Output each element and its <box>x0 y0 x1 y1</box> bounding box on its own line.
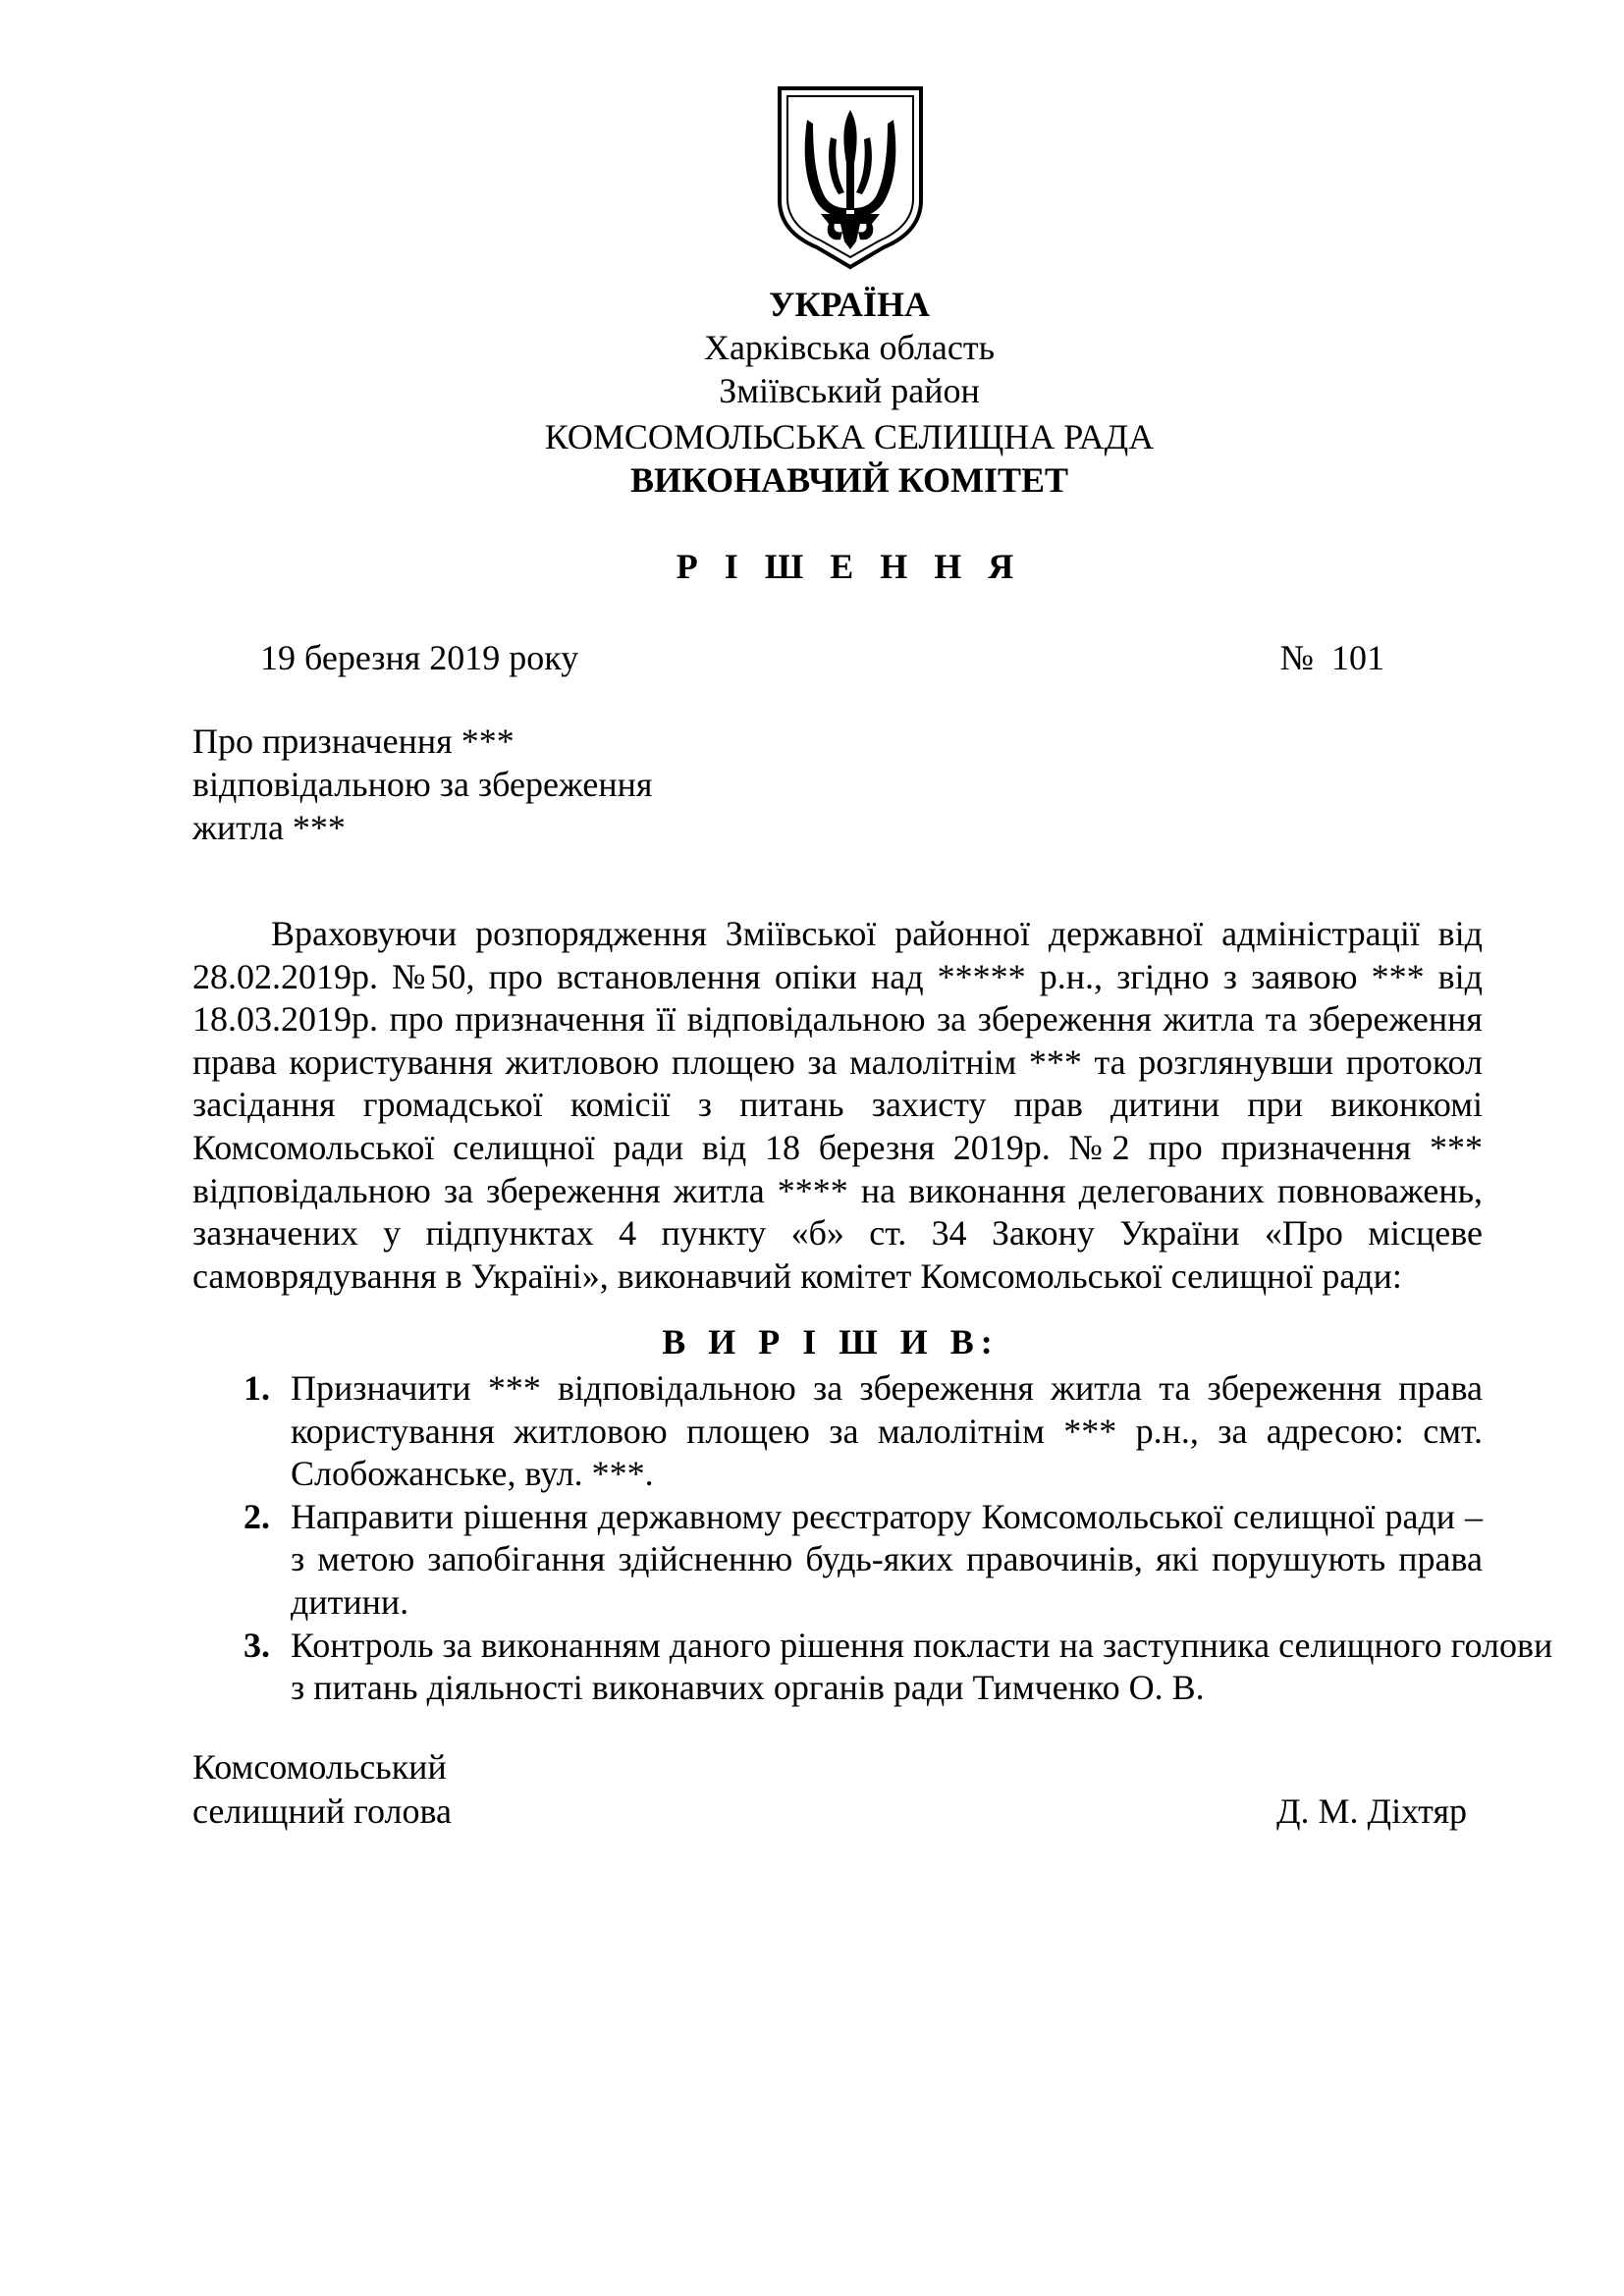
resolution-item <box>192 1625 1553 1710</box>
preamble-line: 18.03.2019р. про призначення її відповідальною за збереження житла та збереження <box>192 999 1483 1040</box>
document-type-title: Р І Ш Е Н Н Я <box>676 547 1023 586</box>
preamble-line: 28.02.2019р. №50, про встановлення опіки над ***** р.н., згідно з заявою *** від <box>192 956 1483 996</box>
preamble-line: засідання громадської комісії з питань захисту прав дитини при виконкомі <box>192 1085 1483 1125</box>
item-line: користування житловою площею за малолітнім *** р.н., за адресою: смт. <box>291 1411 1483 1451</box>
subject-line: Про призначення *** <box>192 721 514 761</box>
preamble-line: самоврядування в Україні», виконавчий комітет Комсомольської селищної ради: <box>192 1255 1402 1296</box>
council-name: КОМСОМОЛЬСЬКА СЕЛИЩНА РАДА <box>544 417 1155 456</box>
preamble-line: відповідальною за збереження житла **** на виконання делегованих повноважень, <box>192 1170 1483 1210</box>
preamble-paragraph <box>192 913 1483 1298</box>
item-number: 1. <box>244 1368 270 1408</box>
item-number: 2. <box>244 1496 270 1536</box>
preamble-line: зазначених у підпунктах 4 пункту «б» ст. 34 Закону України «Про місцеве <box>192 1213 1483 1254</box>
preamble-line: Враховуючи розпорядження Зміївської районної державної адміністрації від <box>271 914 1483 953</box>
item-number: 3. <box>244 1625 270 1665</box>
item-line: Призначити *** відповідальною за збереження житла та збереження права <box>291 1368 1483 1408</box>
decision-date: 19 березня 2019 року <box>260 638 579 677</box>
item-line: дитини. <box>291 1581 409 1622</box>
item-line: Направити рішення державному реєстратору Комсомольської селищної ради – <box>291 1496 1483 1536</box>
oblast-line: Харківська область <box>703 328 996 367</box>
subject-line: житла *** <box>192 808 346 847</box>
signatory-title-line: Комсомольський <box>192 1747 447 1787</box>
raion-line: Зміївський район <box>719 371 980 410</box>
signatory-title <box>192 1745 452 1834</box>
decision-number: № 101 <box>1279 638 1384 677</box>
resolution-item <box>192 1496 1483 1625</box>
resolution-items <box>192 1367 1553 1710</box>
resolution-heading: В И Р І Ш И В: <box>662 1322 1000 1362</box>
item-line: з питань діяльності виконавчих органів ради Тимченко О. В. <box>291 1668 1205 1708</box>
preamble-line: Комсомольської селищної ради від 18 березня 2019р. №2 про призначення *** <box>192 1127 1483 1167</box>
subject-line: відповідальною за збереження <box>192 765 653 804</box>
country-heading: УКРАЇНА <box>769 285 930 324</box>
trident-emblem-icon <box>774 84 927 271</box>
item-line: з метою запобігання здійсненню будь-яких правочинів, які порушують права <box>291 1539 1483 1579</box>
item-line: Слобожанське, вул. ***. <box>291 1454 654 1494</box>
signatory-name: Д. М. Діхтяр <box>1275 1791 1467 1831</box>
preamble-line: права користування житловою площею за малолітнім *** та розглянувши протокол <box>192 1041 1483 1082</box>
decision-subject <box>192 720 742 849</box>
signatory-title-line: селищний голова <box>192 1791 453 1831</box>
resolution-item <box>192 1367 1483 1496</box>
item-line: Контроль за виконанням даного рішення покласти на заступника селищного голови <box>291 1625 1553 1665</box>
committee-name: ВИКОНАВЧИЙ КОМІТЕТ <box>629 460 1069 500</box>
